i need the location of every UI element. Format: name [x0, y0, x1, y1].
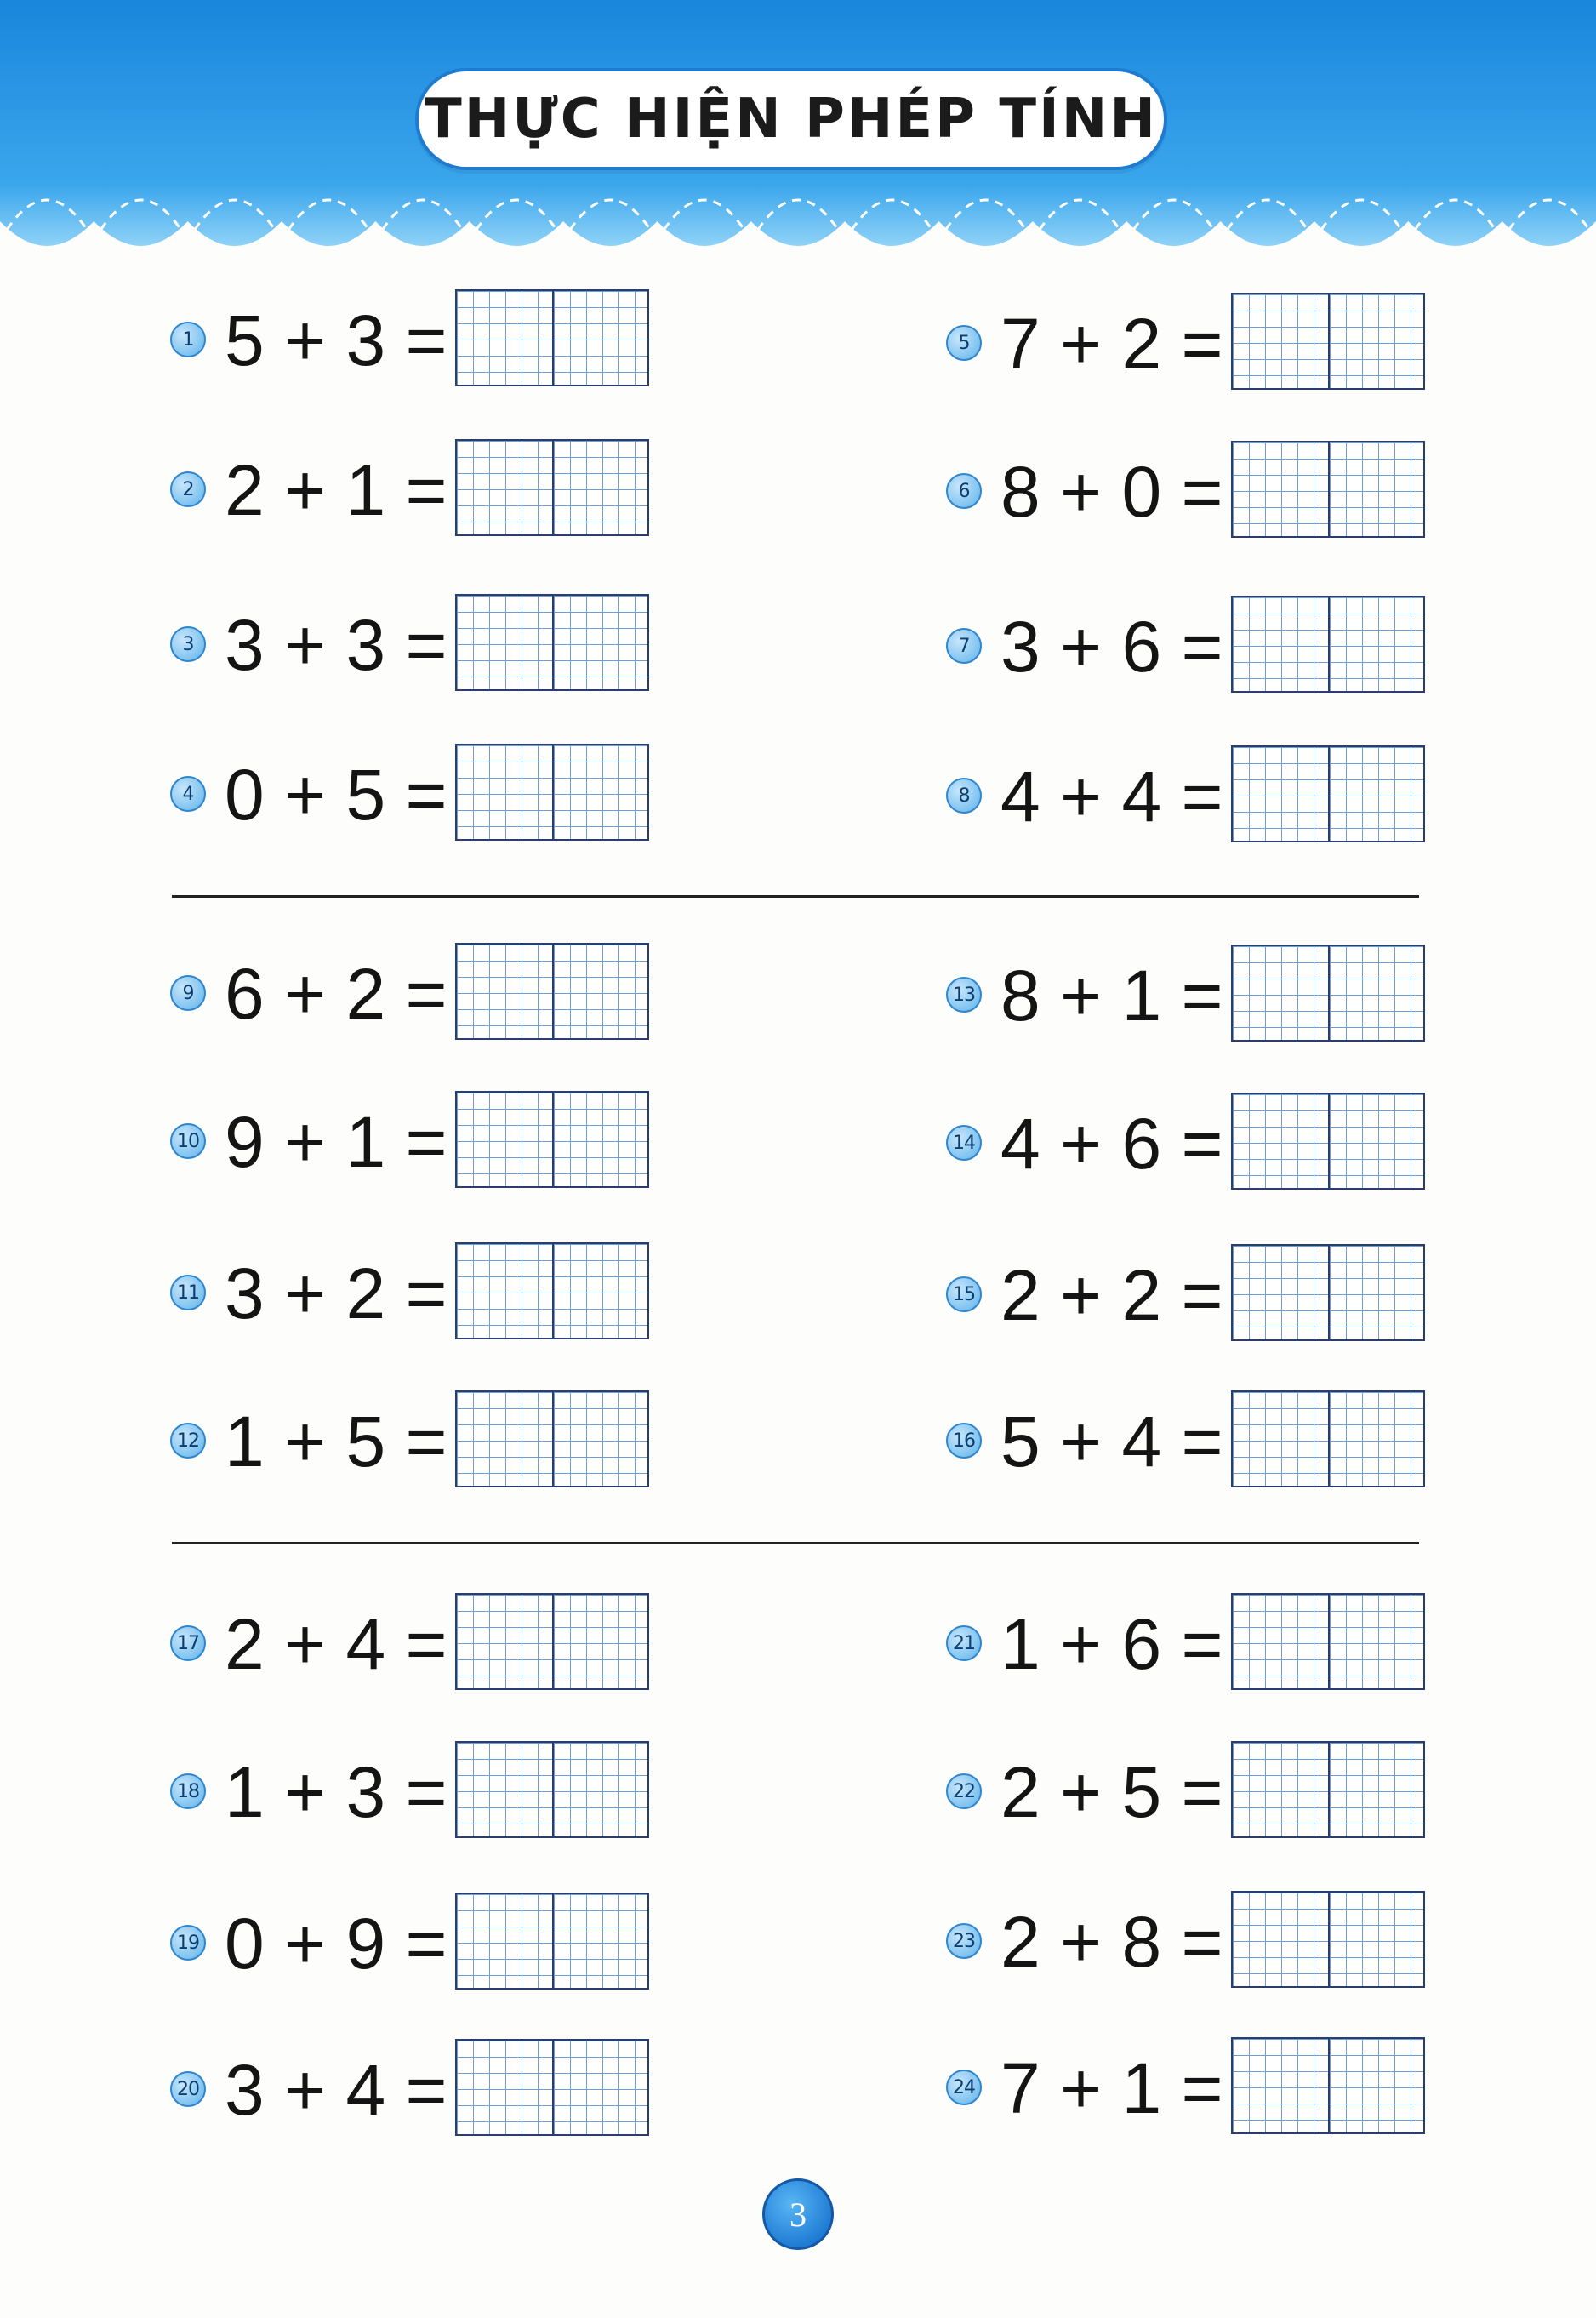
problem-number-badge: 3 [170, 626, 206, 662]
answer-box[interactable] [1231, 1593, 1425, 1690]
problem-expression: 3 + 2 = [225, 1253, 447, 1333]
problem-expression: 3 + 4 = [225, 2050, 447, 2130]
problem-expression: 1 + 5 = [225, 1402, 447, 1482]
problem-number-badge: 24 [946, 2070, 982, 2105]
problem-number-badge: 9 [170, 975, 206, 1011]
problem-number-badge: 16 [946, 1423, 982, 1459]
problem-number-badge: 22 [946, 1773, 982, 1809]
problem-expression: 0 + 9 = [225, 1904, 447, 1984]
answer-box[interactable] [1231, 1891, 1425, 1988]
answer-box[interactable] [1231, 945, 1425, 1042]
problem-expression: 2 + 1 = [225, 450, 447, 530]
problem-expression: 9 + 1 = [225, 1102, 447, 1182]
answer-box[interactable] [455, 1893, 649, 1990]
problem-expression: 3 + 3 = [225, 605, 447, 685]
answer-box[interactable] [1231, 293, 1425, 390]
problem-expression: 2 + 4 = [225, 1604, 447, 1684]
answer-box[interactable] [455, 1390, 649, 1487]
problem-number-badge: 8 [946, 778, 982, 814]
problem-number-badge: 15 [946, 1276, 982, 1312]
problem-expression: 0 + 5 = [225, 755, 447, 835]
page-title: THỰC HIỆN PHÉP TÍNH [425, 88, 1158, 151]
title-banner [415, 68, 1167, 170]
section-divider [172, 895, 1419, 898]
answer-box[interactable] [455, 1741, 649, 1838]
problem-number-badge: 2 [170, 471, 206, 507]
problem-expression: 4 + 6 = [1000, 1104, 1223, 1184]
problem-number-badge: 12 [170, 1423, 206, 1459]
answer-box[interactable] [455, 943, 649, 1040]
problem-number-badge: 20 [170, 2071, 206, 2107]
problem-expression: 7 + 1 = [1000, 2048, 1223, 2128]
problem-expression: 2 + 2 = [1000, 1255, 1223, 1335]
answer-box[interactable] [455, 1242, 649, 1339]
problem-number-badge: 7 [946, 628, 982, 664]
answer-box[interactable] [1231, 441, 1425, 538]
problem-expression: 6 + 2 = [225, 954, 447, 1034]
problem-number-badge: 5 [946, 325, 982, 361]
answer-box[interactable] [455, 1593, 649, 1690]
problem-number-badge: 23 [946, 1923, 982, 1959]
problem-number-badge: 21 [946, 1625, 982, 1661]
problem-number-badge: 6 [946, 473, 982, 509]
problem-expression: 7 + 2 = [1000, 304, 1223, 384]
problem-number-badge: 13 [946, 977, 982, 1013]
problem-expression: 1 + 6 = [1000, 1604, 1223, 1684]
answer-box[interactable] [455, 439, 649, 536]
answer-box[interactable] [1231, 1244, 1425, 1341]
answer-box[interactable] [1231, 596, 1425, 693]
problem-number-badge: 14 [946, 1125, 982, 1161]
problem-number-badge: 18 [170, 1773, 206, 1809]
problem-expression: 2 + 5 = [1000, 1752, 1223, 1832]
problem-expression: 2 + 8 = [1000, 1902, 1223, 1982]
section-divider [172, 1542, 1419, 1544]
problem-expression: 5 + 4 = [1000, 1402, 1223, 1482]
answer-box[interactable] [1231, 745, 1425, 842]
problem-expression: 5 + 3 = [225, 300, 447, 380]
problem-expression: 1 + 3 = [225, 1752, 447, 1832]
problem-expression: 8 + 1 = [1000, 956, 1223, 1036]
problem-number-badge: 19 [170, 1925, 206, 1961]
problem-expression: 3 + 6 = [1000, 607, 1223, 687]
answer-box[interactable] [1231, 1093, 1425, 1190]
answer-box[interactable] [455, 744, 649, 841]
problem-expression: 8 + 0 = [1000, 452, 1223, 532]
answer-box[interactable] [455, 2039, 649, 2136]
problem-number-badge: 17 [170, 1625, 206, 1661]
answer-box[interactable] [455, 1091, 649, 1188]
page-number: 3 [762, 2178, 834, 2250]
problem-expression: 4 + 4 = [1000, 756, 1223, 836]
problem-number-badge: 1 [170, 322, 206, 357]
problem-number-badge: 11 [170, 1275, 206, 1310]
problem-number-badge: 4 [170, 776, 206, 812]
answer-box[interactable] [455, 289, 649, 386]
problem-number-badge: 10 [170, 1123, 206, 1159]
answer-box[interactable] [1231, 1741, 1425, 1838]
answer-box[interactable] [455, 594, 649, 691]
answer-box[interactable] [1231, 1390, 1425, 1487]
answer-box[interactable] [1231, 2037, 1425, 2134]
